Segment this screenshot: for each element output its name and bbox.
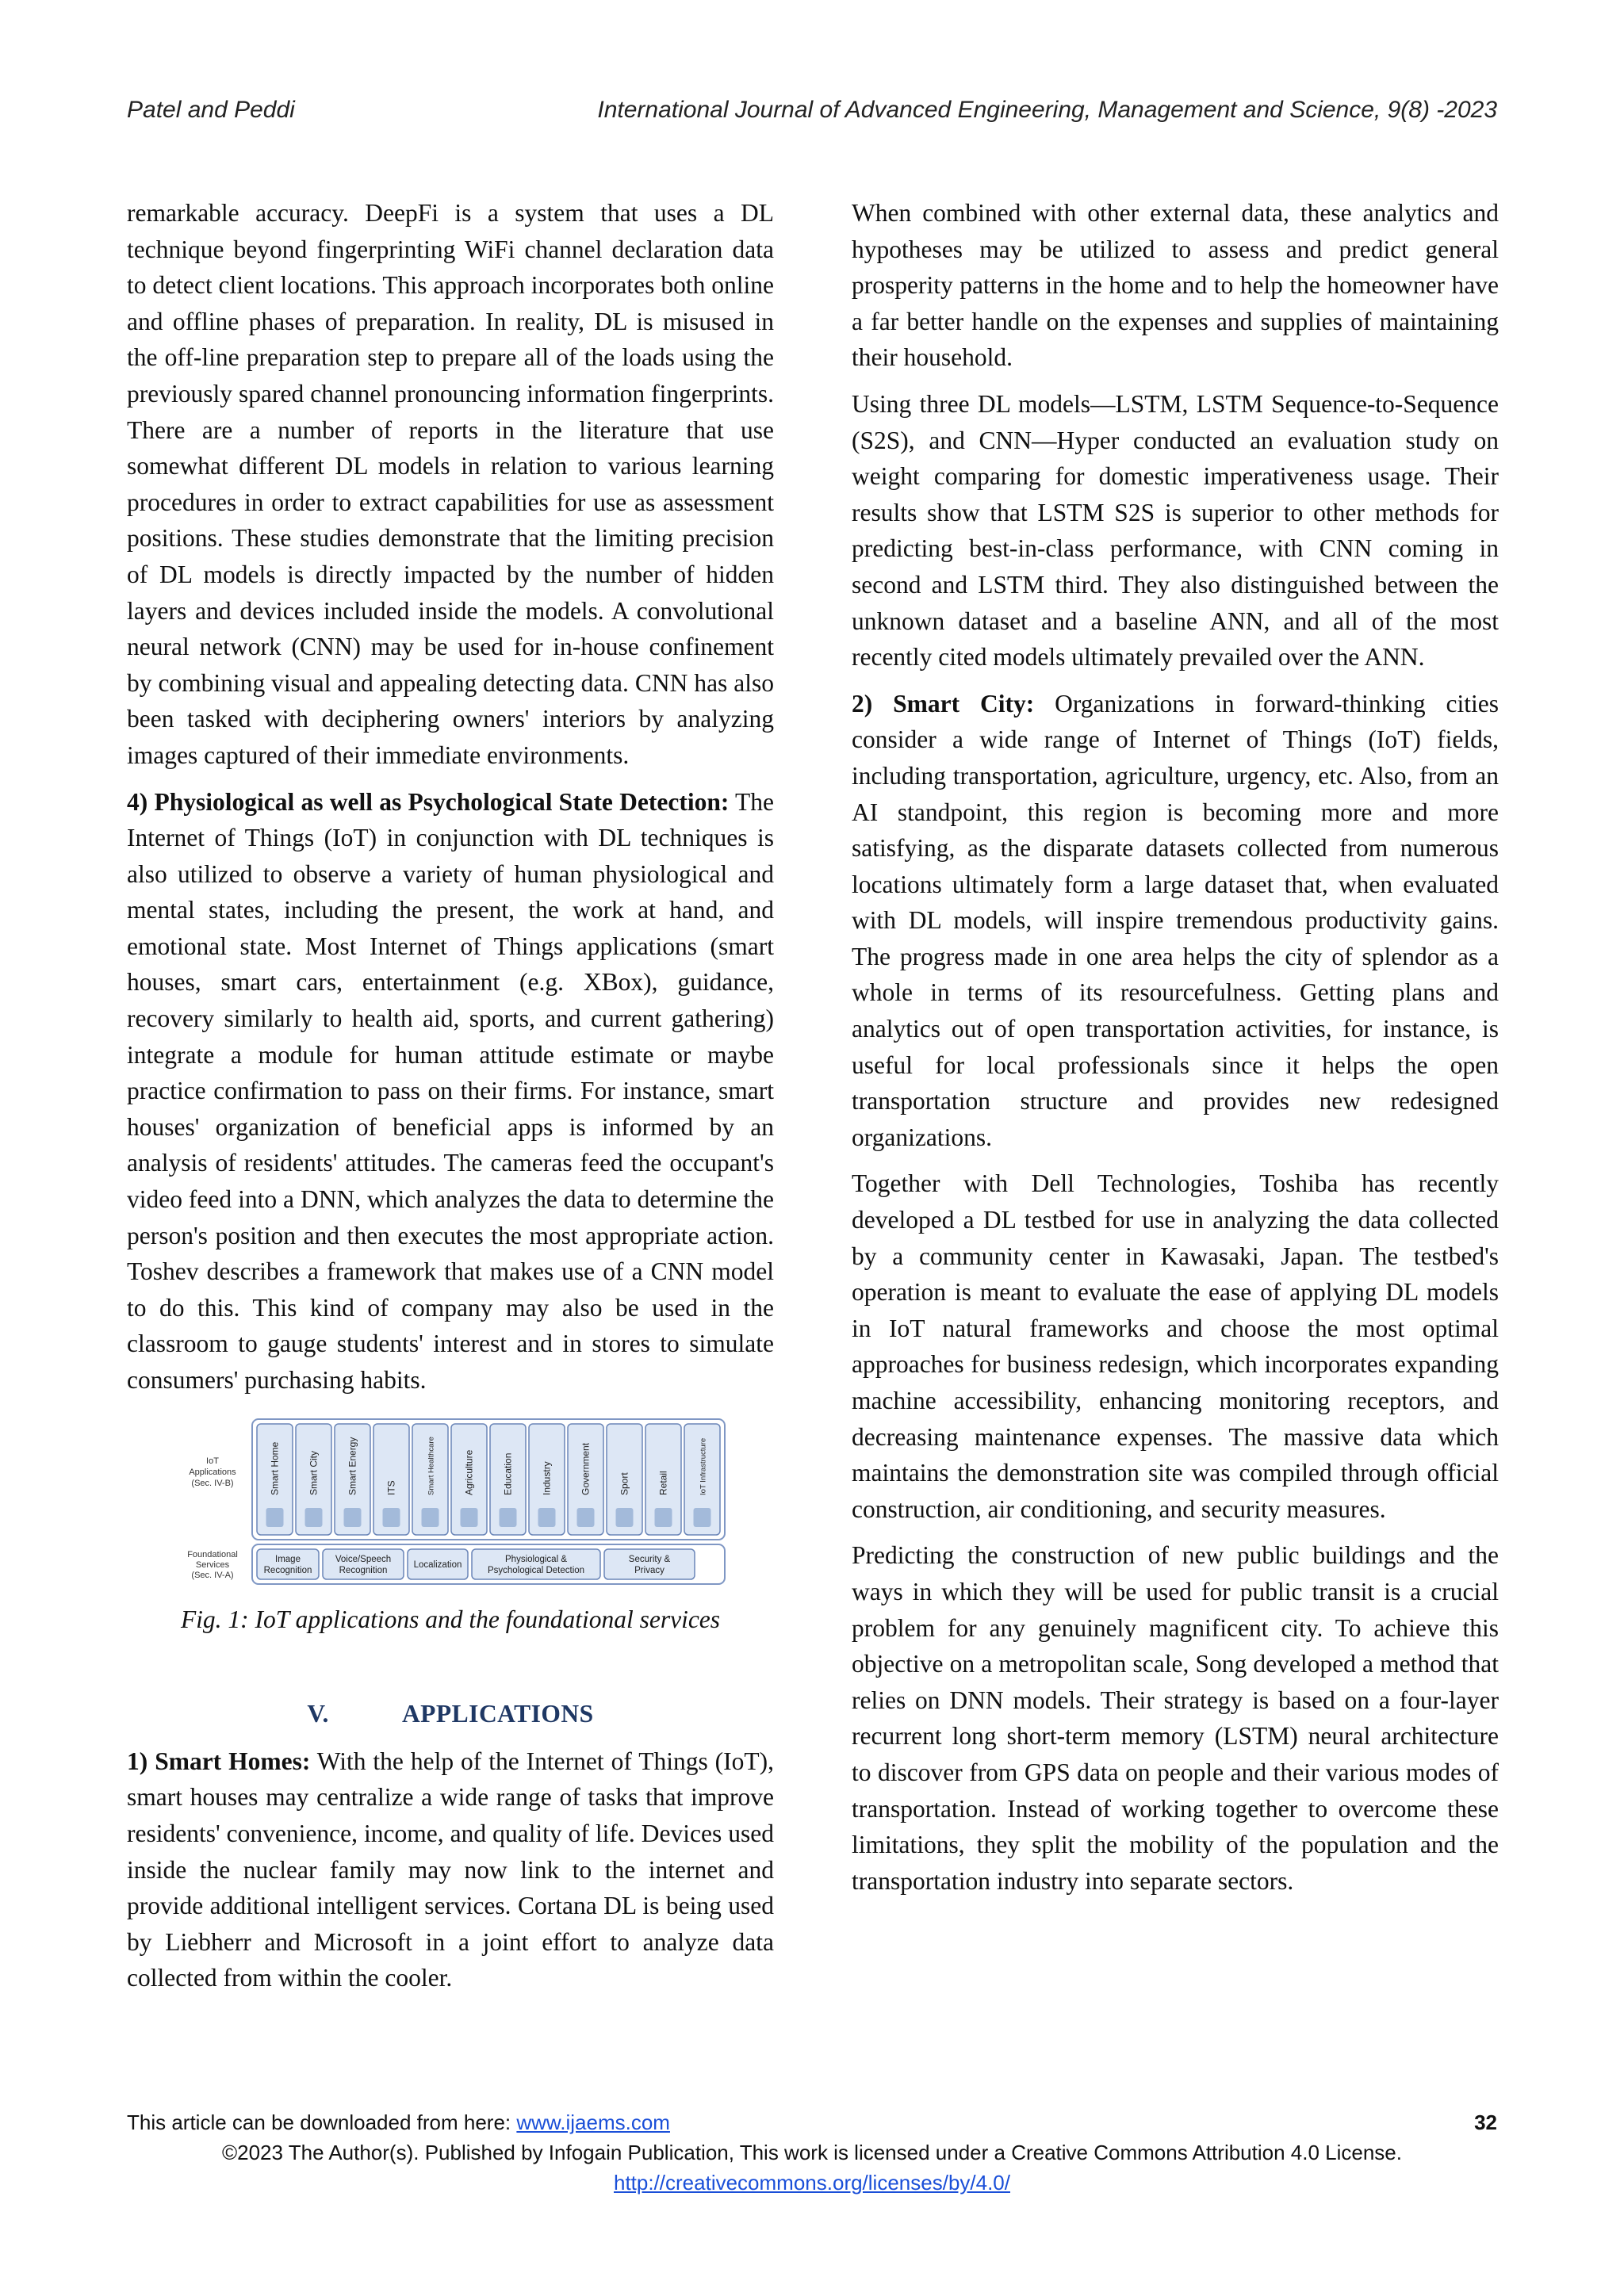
application-box-smart-energy bbox=[335, 1424, 370, 1535]
subsection-heading-state-detection: 4) Physiological as well as Psychological State Detection: bbox=[127, 787, 730, 816]
application-label: Smart Home bbox=[269, 1441, 281, 1495]
application-label: Sport bbox=[619, 1471, 630, 1495]
header-journal-title: International Journal of Advanced Engineering, Management and Science, 9(8) -2023 bbox=[597, 97, 1497, 123]
section-title: APPLICATIONS bbox=[401, 1700, 594, 1728]
left-paragraph-1: remarkable accuracy. DeepFi is a system that uses a DL technique beyond fingerprinting WiFi channel declaration data to detect client locations. This approach incorporates both online and offline phases of preparation. In reality, DL is misused in the off-line preparation step to prepare all of the loads using the previously spared channel pronouncing information fingerprints. There are a number of reports in the literature that use somewhat different DL models in relation to various learning procedures in order to extract capabilities for use as assessment positions. These studies demonstrate that the limiting precision of DL models is directly impacted by the number of hidden layers and devices included inside the models. A convolutional neural network (CNN) may be used for in-house confinement by combining visual and appealing detecting data. CNN has also been tasked with deciphering owners' interiors by analyzing images captured of their immediate environments. bbox=[127, 199, 774, 769]
application-box-sport bbox=[607, 1424, 642, 1535]
row-label-applications-line: Applications bbox=[189, 1467, 236, 1477]
service-label: Recognition bbox=[339, 1565, 388, 1575]
right-paragraph-4: Together with Dell Technologies, Toshiba has recently developed a DL testbed for use in analyzing the data collected by a community center in Kawasaki, Japan. The testbed's operation is meant to evaluate the ease of applying DL models in IoT natural frameworks and choose the most optimal approaches for business redesign, which incorporates expanding machine accessibility, enhancing monitoring receptors, and decreasing maintenance expenses. The massive data which maintains the demonstration site was compiled through official construction, air conditioning, and security measures. bbox=[852, 1169, 1499, 1523]
right-paragraph-3-body: Organizations in forward-thinking cities consider a wide range of Internet of Things (IoT) fields, including transportation, agriculture, urgency, etc. Also, from an AI standpoint, this region is becoming more and more satisfying, as the disparate datasets collected from numerous locations ultimately form a large dataset that, when evaluated with DL models, will inspire tremendous productivity gains. The progress made in one area helps the city of splendor as a whole in terms of its resourcefulness. Getting plans and analytics out of open transportation activities, for instance, is useful for local professionals since it helps the open transportation structure and provides new redesigned organizations. bbox=[852, 689, 1499, 1151]
page-footer bbox=[127, 2110, 1497, 2195]
service-box-1 bbox=[323, 1549, 404, 1579]
application-label: ITS bbox=[385, 1479, 397, 1495]
application-label: Smart City bbox=[308, 1450, 320, 1495]
service-label: Security & bbox=[628, 1554, 671, 1564]
subsection-heading-smart-homes: 1) Smart Homes: bbox=[127, 1747, 311, 1775]
service-label: Recognition bbox=[263, 1565, 312, 1575]
service-label: Voice/Speech bbox=[335, 1554, 392, 1564]
row-label-applications-line: (Sec. IV-B) bbox=[191, 1478, 234, 1488]
application-box-retail bbox=[645, 1424, 681, 1535]
service-label: Psychological Detection bbox=[487, 1565, 585, 1575]
application-icon bbox=[461, 1508, 478, 1527]
application-box-smart-healthcare bbox=[412, 1424, 448, 1535]
application-icon bbox=[694, 1508, 711, 1527]
license-text: ©2023 The Author(s). Published by Infogain Publication, This work is licensed under a Creative Commons Attribution 4.0 License. bbox=[221, 2141, 1402, 2164]
right-paragraph-1: When combined with other external data, these analytics and hypotheses may be utilized to assess and predict general prosperity patterns in the home and to help the homeowner have a far better handle on the expenses and supplies of maintaining their household. bbox=[852, 199, 1499, 372]
application-box-iot-infrastructure bbox=[684, 1424, 720, 1535]
right-paragraph-2: Using three DL models—LSTM, LSTM Sequence-to-Sequence (S2S), and CNN—Hyper conducted an evaluation study on weight comparing for domestic imperativeness usage. Their results show that LSTM S2S is superior to other methods for predicting best-in-class performance, with CNN coming in second and LSTM third. They also distinguished between the unknown dataset and a baseline ANN, and all of the most recently cited models ultimately prevailed over the ANN. bbox=[852, 389, 1499, 672]
application-box-smart-home bbox=[257, 1424, 293, 1535]
figure-caption: Fig. 1: IoT applications and the foundational services bbox=[180, 1605, 721, 1633]
row-label-services-line: Foundational bbox=[187, 1549, 238, 1559]
license-link[interactable]: http://creativecommons.org/licenses/by/4.0/ bbox=[613, 2171, 1010, 2195]
application-box-industry bbox=[529, 1424, 565, 1535]
row-label-applications-line: IoT bbox=[206, 1456, 219, 1466]
left-paragraph-2 bbox=[127, 784, 774, 1399]
figure-1 bbox=[127, 1416, 774, 1638]
header-authors: Patel and Peddi bbox=[127, 97, 295, 123]
service-label: Localization bbox=[413, 1559, 462, 1570]
download-note bbox=[127, 2110, 670, 2135]
running-header bbox=[127, 97, 1497, 128]
service-box-4 bbox=[604, 1549, 695, 1579]
page-number: 32 bbox=[1474, 2110, 1497, 2134]
service-label: Privacy bbox=[634, 1565, 665, 1575]
left-paragraph-2-body: The Internet of Things (IoT) in conjunction with DL techniques is also utilized to observe a variety of human physiological and mental states, including the present, the work at hand, and emotional state. Most Internet of Things applications (smart houses, smart cars, entertainment (e.g. XBox), guidance, recovery similarly to health aid, sports, and current gathering) integrate a module for human attitude estimate or maybe practice confirmation to pass on their firms. For instance, smart houses' organization of beneficial apps is informed by an analysis of residents' attitudes. The cameras feed the occupant's video feed into a DNN, which analyzes the data to determine the person's position and then executes the most appropriate action. Toshev describes a framework that makes use of a CNN model to do this. This kind of company may also be used in the classroom to gauge students' interest and in stores to simulate consumers' purchasing habits. bbox=[127, 787, 774, 1394]
application-box-smart-city bbox=[296, 1424, 331, 1535]
row-label-applications bbox=[189, 1456, 236, 1488]
subsection-heading-smart-city: 2) Smart City: bbox=[852, 689, 1035, 718]
application-icon bbox=[500, 1508, 517, 1527]
application-label: Government bbox=[580, 1442, 592, 1495]
application-icon bbox=[305, 1508, 323, 1527]
application-icon bbox=[344, 1508, 362, 1527]
application-box-government bbox=[568, 1424, 603, 1535]
application-icon bbox=[616, 1508, 634, 1527]
right-paragraph-3 bbox=[852, 686, 1499, 1156]
service-box-2 bbox=[408, 1549, 468, 1579]
left-column bbox=[127, 195, 774, 2007]
application-icon bbox=[655, 1508, 672, 1527]
left-paragraph-3-body: With the help of the Internet of Things (IoT), smart houses may centralize a wide range of tasks that improve residents' convenience, income, and quality of life. Devices used inside the nuclear family may now link to the internet and provide additional intelligent services. Cortana DL is being used by Liebherr and Microsoft in a joint effort to analyze data collected from within the cooler. bbox=[127, 1747, 774, 1992]
application-box-agriculture bbox=[451, 1424, 487, 1535]
application-box-education bbox=[490, 1424, 526, 1535]
row-label-services-line: (Sec. IV-A) bbox=[191, 1570, 234, 1580]
application-label: IoT Infrastructure bbox=[699, 1437, 708, 1495]
application-icon bbox=[266, 1508, 284, 1527]
row-label-services bbox=[187, 1550, 238, 1580]
application-label: Smart Healthcare bbox=[427, 1436, 436, 1495]
row-label-services-line: Services bbox=[195, 1559, 230, 1570]
journal-website-link[interactable]: www.ijaems.com bbox=[516, 2110, 670, 2134]
right-paragraph-5: Predicting the construction of new public buildings and the ways in which they will be used for public transit is a crucial problem for any genuinely magnificent city. To achieve this objective on a metropolitan scale, Song developed a method that relies on DNN models. Their strategy is based on a four-layer recurrent long short-term memory (LSTM) neural architecture to discover from GPS data on people and their various modes of transportation. Instead of working together to overcome these limitations, they split the mobility of the population and the transportation industry into separate sectors. bbox=[852, 1541, 1499, 1895]
service-box-3 bbox=[472, 1549, 600, 1579]
application-icon bbox=[383, 1508, 400, 1527]
right-column bbox=[852, 195, 1499, 1909]
service-label: Image bbox=[275, 1554, 301, 1564]
section-heading-applications bbox=[127, 1696, 774, 1732]
application-label: Agriculture bbox=[463, 1449, 475, 1495]
download-prefix: This article can be downloaded from here: bbox=[127, 2110, 517, 2134]
iot-applications-diagram bbox=[173, 1416, 728, 1587]
application-icon bbox=[577, 1508, 595, 1527]
application-label: Industry bbox=[541, 1460, 553, 1495]
left-paragraph-3 bbox=[127, 1743, 774, 1996]
service-box-0 bbox=[257, 1549, 319, 1579]
application-icon bbox=[422, 1508, 439, 1527]
section-number: V. bbox=[307, 1700, 329, 1728]
service-label: Physiological & bbox=[505, 1554, 567, 1564]
application-label: Smart Energy bbox=[347, 1437, 358, 1495]
application-label: Education bbox=[502, 1452, 514, 1495]
application-label: Retail bbox=[657, 1470, 669, 1495]
application-box-its bbox=[373, 1424, 409, 1535]
application-icon bbox=[538, 1508, 556, 1527]
